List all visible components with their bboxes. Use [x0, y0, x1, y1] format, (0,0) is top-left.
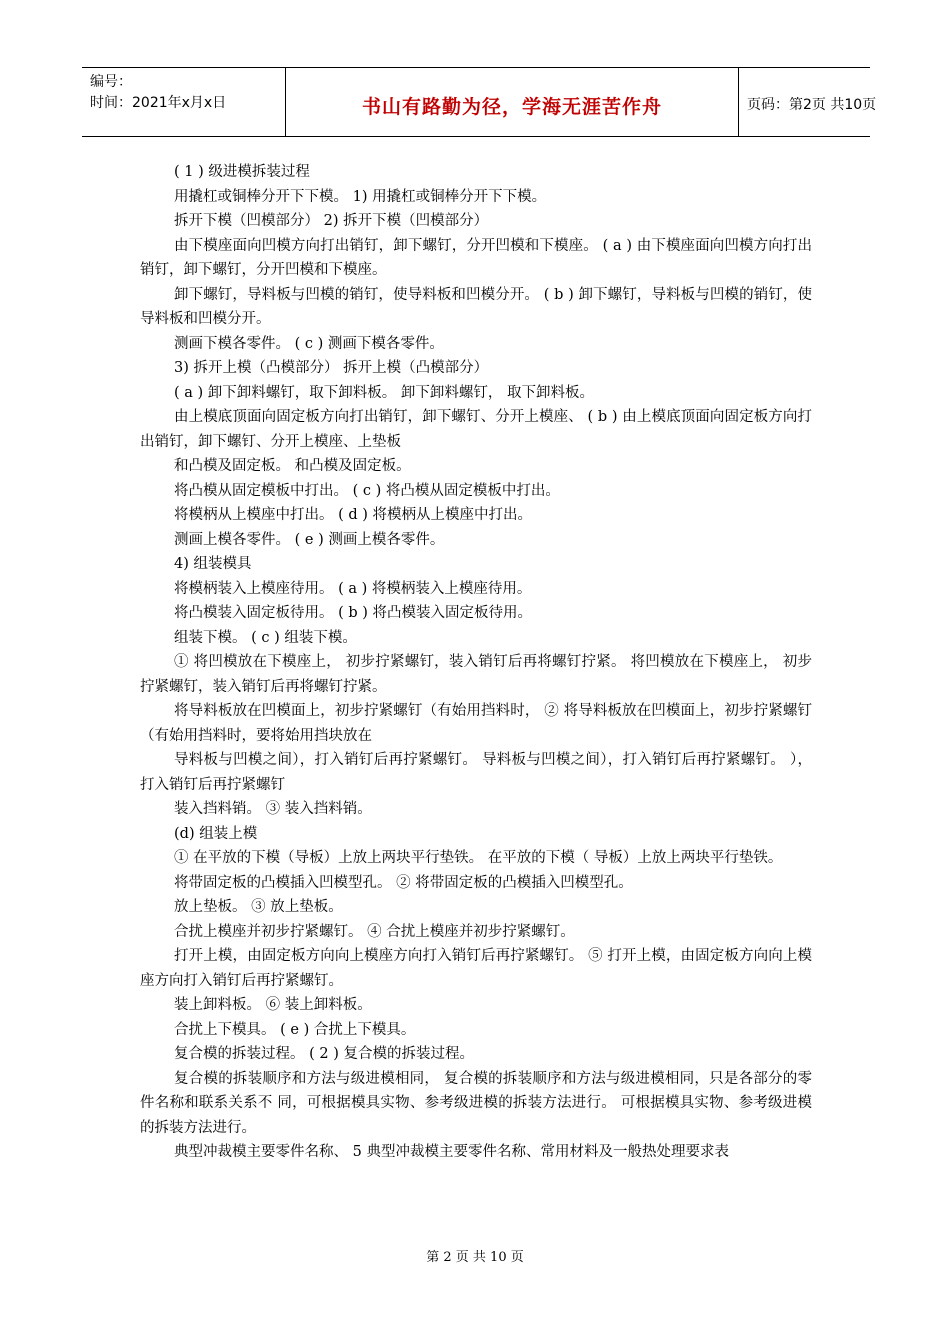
- paragraph: 合扰上模座并初步拧紧螺钉。 ④ 合扰上模座并初步拧紧螺钉。: [174, 923, 575, 940]
- paragraph: 由下模座面向凹模方向打出销钉，卸下螺钉，分开凹模和下模座。 ( a ) 由下模座面向凹模方向打出销钉，卸下螺钉，分开凹模和下模座。: [140, 237, 812, 278]
- paragraph: ( 1 ) 级进模拆装过程: [174, 164, 310, 180]
- paragraph: 用撬杠或铜棒分开下下模。 1) 用撬杠或铜棒分开下下模。: [174, 188, 547, 205]
- header-page-cell: [738, 68, 877, 136]
- paragraph: 复合模的拆装顺序和方法与级进模相同， 复合模的拆装顺序和方法与级进模相同，只是各部分的零件名称和联系关系不 同，可根据模具实物、参考级进模的拆装方法进行。 可根据模具实物、参考级进模的拆装方法进行。: [140, 1070, 812, 1136]
- paragraph: 卸下螺钉，导料板与凹模的销钉，使导料板和凹模分开。 ( b ) 卸下螺钉，导料板与凹模的销钉，使导料板和凹模分开。: [140, 286, 812, 327]
- document-number-label: 编号：: [90, 74, 132, 90]
- paragraph: 测画上模各零件。 ( e ) 测画上模各零件。: [174, 531, 445, 548]
- header-motto: 书山有路勤为径，学海无涯苦作舟: [361, 96, 662, 118]
- document-time-label: 时间：2021年x月x日: [90, 95, 227, 111]
- document-body: [140, 160, 812, 1165]
- paragraph: 装上卸料板。 ⑥ 装上卸料板。: [174, 997, 372, 1013]
- paragraph: 和凸模及固定板。 和凸模及固定板。: [174, 458, 411, 474]
- paragraph: 典型冲裁模主要零件名称、 5 典型冲裁模主要零件名称、常用材料及一般热处理要求表: [174, 1144, 729, 1160]
- paragraph: 组装下模。 ( c ) 组装下模。: [174, 629, 357, 646]
- paragraph: 4) 组装模具: [174, 556, 252, 572]
- paragraph: 由上模底顶面向固定板方向打出销钉，卸下螺钉、分开上模座、 ( b ) 由上模底顶面向固定板方向打出销钉，卸下螺钉、分开上模座、上垫板: [140, 409, 812, 450]
- paragraph: ( a ) 卸下卸料螺钉，取下卸料板。 卸下卸料螺钉， 取下卸料板。: [174, 384, 595, 401]
- paragraph: 将凸模装入固定板待用。 ( b ) 将凸模装入固定板待用。: [174, 605, 533, 621]
- header-page-info: 页码：第2页 共10页: [747, 97, 877, 113]
- paragraph: 测画下模各零件。 ( c ) 测画下模各零件。: [174, 335, 444, 352]
- paragraph: (d) 组装上模: [174, 825, 258, 842]
- paragraph: 装入挡料销。 ③ 装入挡料销。: [174, 801, 372, 817]
- page-header: [82, 67, 877, 137]
- paragraph: 将凸模从固定模板中打出。 ( c ) 将凸模从固定模板中打出。: [174, 482, 560, 499]
- page-footer: 第 2 页 共 10 页: [426, 1250, 524, 1265]
- paragraph: 3) 拆开上模（凸模部分） 拆开上模（凸模部分）: [174, 360, 489, 376]
- paragraph: 拆开下模（凹模部分） 2) 拆开下模（凹模部分）: [174, 213, 489, 229]
- paragraph: 合扰上下模具。 ( e ) 合扰上下模具。: [174, 1021, 416, 1038]
- paragraph: ① 将凹模放在下模座上， 初步拧紧螺钉，装入销钉后再将螺钉拧紧。 将凹模放在下模座上， 初步拧紧螺钉，装入销钉后再将螺钉拧紧。: [140, 654, 812, 695]
- paragraph: 将模柄装入上模座待用。 ( a ) 将模柄装入上模座待用。: [174, 580, 532, 597]
- paragraph: 将带固定板的凸模插入凹模型孔。 ② 将带固定板的凸模插入凹模型孔。: [174, 874, 633, 891]
- header-motto-cell: [285, 68, 739, 136]
- header-meta-cell: [82, 68, 285, 136]
- paragraph: 打开上模，由固定板方向向上模座方向打入销钉后再拧紧螺钉。 ⑤ 打开上模，由固定板方向向上模座方向打入销钉后再拧紧螺钉。: [140, 948, 812, 989]
- paragraph: 放上垫板。 ③ 放上垫板。: [174, 899, 343, 915]
- paragraph: 导料板与凹模之间），打入销钉后再拧紧螺钉。 导料板与凹模之间），打入销钉后再拧紧螺钉。 ），打入销钉后再拧紧螺钉: [140, 752, 812, 793]
- paragraph: ① 在平放的下模（导板）上放上两块平行垫铁。 在平放的下模（ 导板）上放上两块平行垫铁。: [174, 850, 783, 866]
- paragraph: 复合模的拆装过程。 ( 2 ) 复合模的拆装过程。: [174, 1046, 474, 1062]
- paragraph: 将导料板放在凹模面上，初步拧紧螺钉（有始用挡料时， ② 将导料板放在凹模面上，初步拧紧螺钉（有始用挡料时，要将始用挡块放在: [140, 703, 812, 744]
- paragraph: 将模柄从上模座中打出。 ( d ) 将模柄从上模座中打出。: [174, 507, 533, 523]
